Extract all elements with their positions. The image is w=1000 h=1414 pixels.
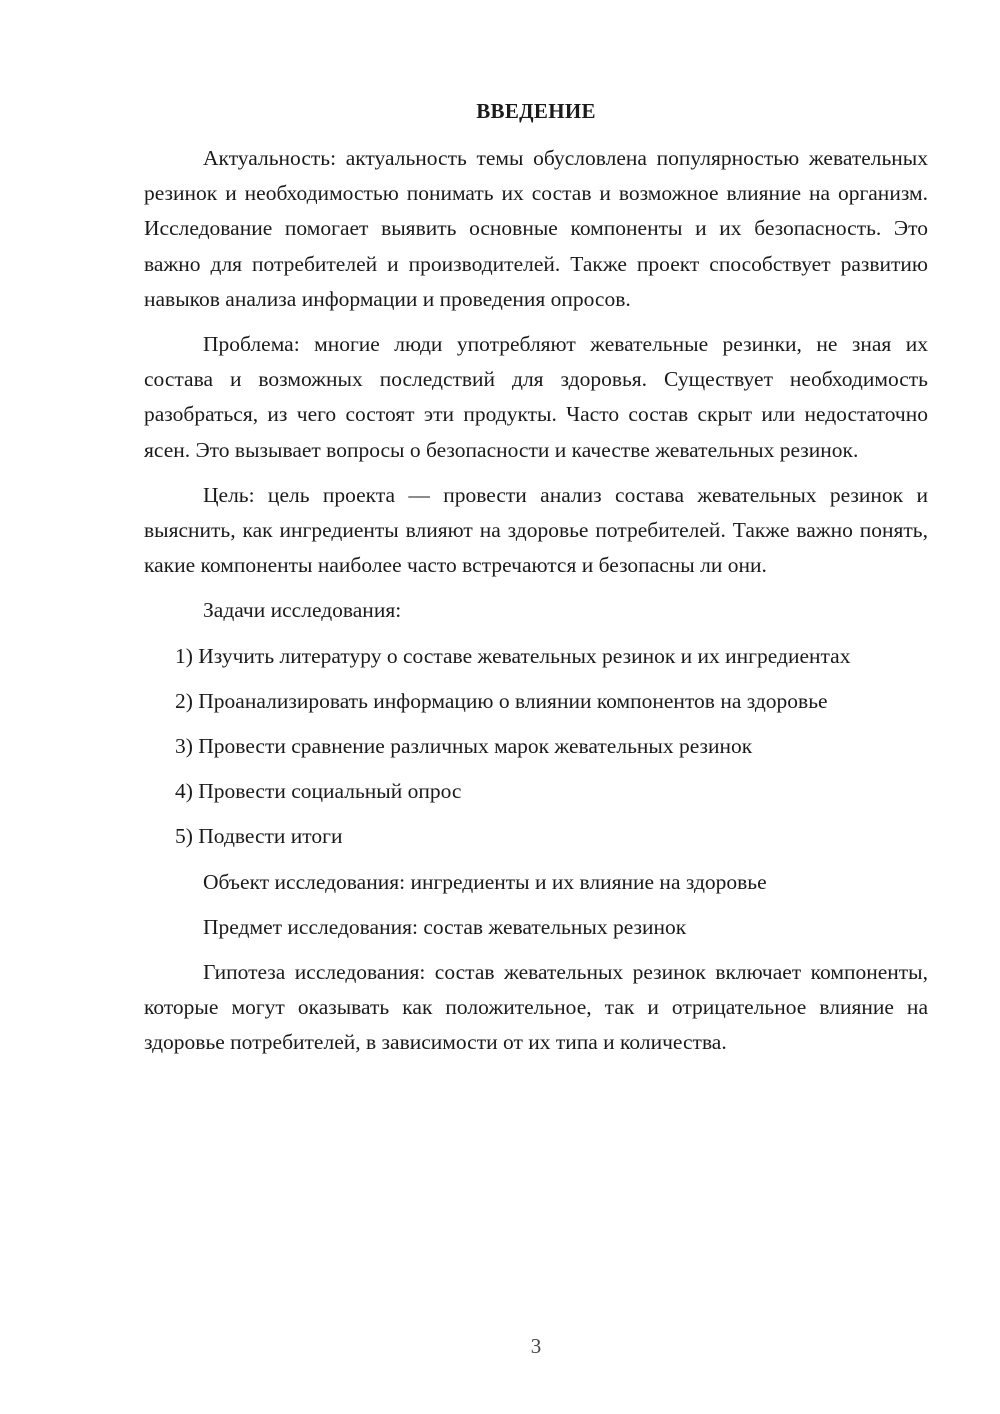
task-item-3: 3) Провести сравнение различных марок жевательных резинок [175,734,753,759]
tasks-heading: Задачи исследования: [203,598,402,623]
task-item-5: 5) Подвести итоги [175,824,343,849]
object-paragraph: Объект исследования: ингредиенты и их влияние на здоровье [203,869,767,894]
section-heading: ВВЕДЕНИЕ [476,99,596,123]
problem-paragraph: Проблема: многие люди употребляют жевательные резинки, не зная их состава и возможных последствий для здоровья. Существует необходимость разобраться, из чего состоят эти продукты. Часто состав скрыт или недостаточно ясен. Это вызывает вопросы о безопасности и качестве жевательных резинок. [144,332,928,462]
subject-paragraph: Предмет исследования: состав жевательных резинок [203,914,687,939]
goal-paragraph: Цель: цель проекта — провести анализ состава жевательных резинок и выяснить, как ингредиенты влияют на здоровье потребителей. Также важно понять, какие компоненты наиболее часто встречаются и безопасны ли они. [144,482,928,578]
relevance-paragraph: Актуальность: актуальность темы обусловлена популярностью жевательных резинок и необходимостью понимать их состав и возможное влияние на организм. Исследование помогает выявить основные компоненты и их безопасность. Это важно для потребителей и производителей. Также проект способствует развитию навыков анализа информации и проведения опросов. [144,146,928,311]
task-item-2: 2) Проанализировать информацию о влиянии компонентов на здоровье [175,688,828,713]
page-number: 3 [530,1334,542,1358]
body-text [144,141,928,1071]
task-item-4: 4) Провести социальный опрос [175,779,462,804]
hypothesis-paragraph: Гипотеза исследования: состав жевательных резинок включает компоненты, которые могут оказывать как положительное, так и отрицательное влияние на здоровье потребителей, в зависимости от их типа и количества. [144,960,928,1055]
task-item-1: 1) Изучить литературу о составе жевательных резинок и их ингредиентах [175,643,851,668]
